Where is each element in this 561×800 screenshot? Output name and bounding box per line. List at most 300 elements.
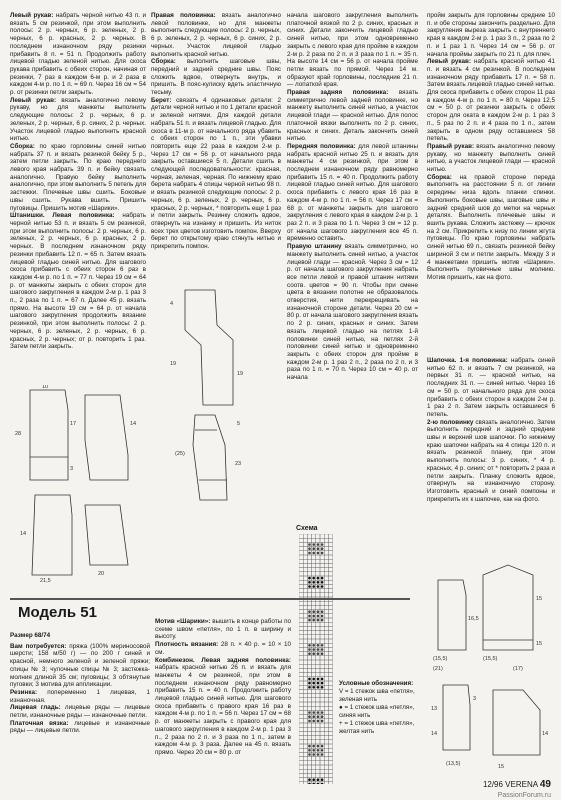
motif-schema bbox=[299, 534, 335, 784]
schema-stitch bbox=[317, 715, 320, 718]
schema-cell bbox=[328, 773, 332, 777]
schema-cell bbox=[328, 589, 332, 593]
schema-cell bbox=[307, 731, 311, 735]
schema-cell bbox=[316, 694, 320, 698]
schema-cell bbox=[299, 631, 303, 635]
schema-stitch bbox=[317, 615, 320, 618]
paragraph-text: вязать аналогично левой половинке, но для манжеты выполнить следующие полосы: 2 р. черных, 6 р. зеленых, 2 р. черных, 6 р. синих, 2 р. черных. Участок лицевой гладью выполнить красной нитью. bbox=[151, 12, 281, 58]
schema-cell bbox=[303, 706, 307, 710]
schema-cell bbox=[307, 757, 311, 761]
schema-cell bbox=[303, 723, 307, 727]
schema-cell bbox=[316, 727, 320, 731]
schema-cell bbox=[324, 626, 328, 630]
paragraph bbox=[10, 143, 146, 212]
schema-cell bbox=[307, 593, 311, 597]
pattern-label: 13 bbox=[431, 706, 438, 712]
schema-cell bbox=[299, 647, 303, 651]
schema-stitch bbox=[312, 619, 315, 622]
schema-cell bbox=[303, 702, 307, 706]
schema-stitch bbox=[317, 581, 320, 584]
schema-cell bbox=[320, 605, 324, 609]
schema-cell bbox=[328, 782, 332, 784]
pattern-label: 15 bbox=[536, 596, 543, 602]
schema-cell bbox=[312, 694, 316, 698]
schema-cell bbox=[316, 723, 320, 727]
schema-cell bbox=[312, 698, 316, 702]
schema-stitch bbox=[317, 644, 320, 647]
schema-cell bbox=[303, 593, 307, 597]
schema-cell bbox=[328, 652, 332, 656]
schema-cell bbox=[316, 593, 320, 597]
model-title: Модель 51 bbox=[18, 604, 97, 621]
schema-cell bbox=[324, 723, 328, 727]
schema-cell bbox=[303, 542, 307, 546]
schema-cell bbox=[316, 538, 320, 542]
schema-cell bbox=[316, 664, 320, 668]
pattern-label: 14 bbox=[20, 531, 27, 537]
schema-cell bbox=[312, 727, 316, 731]
schema-cell bbox=[307, 727, 311, 731]
schema-cell bbox=[328, 547, 332, 551]
schema-cell bbox=[299, 761, 303, 765]
schema-cell bbox=[299, 576, 303, 580]
schema-stitch bbox=[321, 610, 324, 613]
schema-cell bbox=[316, 563, 320, 567]
schema-cell bbox=[299, 626, 303, 630]
paragraph-text: набрать черной нитью 43 п. и вязать 5 см резинкой, при этом выполнить полосы: 2 р. черных, 6 р. зеленых, 2 р. черных, 6 р. красных, 2 р. черных. В последнем изнаночном ряду резинки прибавить 8 п. = 51 п. Продолжить работу лицевой гладью зеленой нитью. Для скоса рукава прибавить с обеих сторон, начиная от резинки, 7 раз в каждом 6-м р. и 2 раза в каждом 4-м р. по 1 п. = 69 п. Через 16 см = 54 р. от резинки петли закрыть. bbox=[10, 12, 146, 97]
schema-cell bbox=[328, 710, 332, 714]
schema-cell bbox=[328, 639, 332, 643]
paragraph-heading: Вам потребуется: bbox=[10, 642, 67, 650]
schema-cell bbox=[303, 765, 307, 769]
schema-cell bbox=[307, 656, 311, 660]
pattern-label: 14 bbox=[542, 731, 549, 737]
schema-cell bbox=[324, 698, 328, 702]
schema-stitch bbox=[321, 753, 324, 756]
schema-cell bbox=[320, 706, 324, 710]
schema-cell bbox=[324, 572, 328, 576]
schema-cell bbox=[303, 572, 307, 576]
schema-cell bbox=[303, 710, 307, 714]
schema-cell bbox=[320, 631, 324, 635]
schema-cell bbox=[299, 555, 303, 559]
schema-cell bbox=[328, 685, 332, 689]
schema-cell bbox=[299, 736, 303, 740]
schema-stitch bbox=[308, 652, 311, 655]
schema-stitch bbox=[308, 610, 311, 613]
schema-stitch bbox=[312, 648, 315, 651]
paragraph bbox=[427, 357, 555, 419]
schema-cell bbox=[299, 563, 303, 567]
paragraph-text: выполнить шаговые швы, передний и задний средние швы. Пояс сложить вдвое, отвернуть внутрь, и пришить. В пояс-кулиску вдеть эластичную тесьму. bbox=[151, 58, 281, 97]
schema-stitch bbox=[321, 745, 324, 748]
paragraph bbox=[427, 419, 555, 504]
schema-cell bbox=[307, 668, 311, 672]
schema-stitch bbox=[312, 778, 315, 781]
schema-cell bbox=[320, 740, 324, 744]
schema-cell bbox=[312, 761, 316, 765]
schema-cell bbox=[324, 660, 328, 664]
schema-cell bbox=[328, 622, 332, 626]
schema-cell bbox=[324, 706, 328, 710]
page-number: 49 bbox=[539, 779, 551, 790]
schema-cell bbox=[320, 639, 324, 643]
schema-cell bbox=[303, 719, 307, 723]
schema-cell bbox=[328, 576, 332, 580]
schema-cell bbox=[303, 584, 307, 588]
schema-cell bbox=[312, 773, 316, 777]
schema-cell bbox=[324, 576, 328, 580]
pattern-label: (25) bbox=[175, 451, 185, 457]
schema-cell bbox=[303, 668, 307, 672]
schema-cell bbox=[324, 597, 328, 601]
paragraph-heading: Правый рукав: bbox=[427, 142, 475, 150]
paragraph-text: набрать красной нитью 41 п. и вязать 4 см резинкой. В последнем изнаночном ряду прибавить 17 п. = 58 п. Затем вязать лицевой гладью синей нитью. Для скоса прибавить с обеих сторон 11 раз в каждом 4-м р. по 1 п. = 80 п. Через 12,5 см = 50 р. от резинки закрыть с обеих сторон для оката в каждом 2-м р. 1 раз 3 п., 5 раз по 2 п. и 4 раза по 1 п., затем закрыть в одном ряду оставшиеся 58 петель. bbox=[427, 58, 555, 143]
schema-cell bbox=[299, 681, 303, 685]
paragraph-text: набрать черной нитью 53 п. и вязать 5 см резинкой, при этом выполнить полосы: 2 р. черных, 6 р. зеленых, 2 р. черных, 6 р. красных, 2 р. черных. В последнем изнаночном ряду резинки прибавить 12 п. = 65 п. Затем вязать лицевой гладью синей нитью. Для шагового скоса прибавить с обеих сторон 6 раз в каждом 4-м р. по 1 п. = 77 п. Через 19 см = 64 р. от манжеты закрыть с обеих сторон для шагового закругления в каждом 2-м р. 1 раз 3 п., 2 раза по 1 п. = 67 п. Далее 45 р. вязать прямо. На высоте 19 см = 64 р. от начала шагового закругления продолжить вязание резинкой, при этом выполнить полосы: 2 р. черных, 6 р. зеленых, 2 р. черных, 6 р. красных, 2 р. черных; от р. повторить 1 раз. Затем петли закрыть. bbox=[10, 212, 146, 351]
schema-stitch bbox=[321, 749, 324, 752]
pattern-label: 10 bbox=[42, 385, 49, 390]
schema-cell bbox=[328, 677, 332, 681]
schema-cell bbox=[320, 622, 324, 626]
paragraph-heading: Мотив «Шарики»: bbox=[155, 618, 211, 625]
text-column-1 bbox=[10, 12, 146, 382]
schema-cell bbox=[299, 614, 303, 618]
schema-cell bbox=[328, 656, 332, 660]
schema-stitch bbox=[321, 644, 324, 647]
schema-stitch bbox=[312, 547, 315, 550]
schema-cell bbox=[324, 605, 328, 609]
schema-cell bbox=[320, 673, 324, 677]
paragraph bbox=[427, 174, 555, 282]
schema-cell bbox=[328, 605, 332, 609]
schema-cell bbox=[303, 761, 307, 765]
pattern-label: 20 bbox=[98, 571, 105, 577]
schema-cell bbox=[303, 626, 307, 630]
schema-cell bbox=[328, 597, 332, 601]
schema-stitch bbox=[317, 648, 320, 651]
schema-cell bbox=[328, 584, 332, 588]
schema-cell bbox=[316, 765, 320, 769]
schema-cell bbox=[299, 702, 303, 706]
schema-cell bbox=[324, 689, 328, 693]
schema-cell bbox=[328, 715, 332, 719]
schema-stitch bbox=[321, 715, 324, 718]
schema-cell bbox=[320, 593, 324, 597]
schema-cell bbox=[324, 563, 328, 567]
schema-cell bbox=[328, 534, 332, 538]
schema-cell bbox=[316, 534, 320, 538]
schema-cell bbox=[312, 559, 316, 563]
schema-cell bbox=[324, 757, 328, 761]
schema-stitch bbox=[312, 644, 315, 647]
schema-cell bbox=[307, 589, 311, 593]
schema-cell bbox=[299, 731, 303, 735]
paragraph bbox=[10, 212, 146, 351]
schema-cell bbox=[328, 542, 332, 546]
schema-cell bbox=[299, 551, 303, 555]
schema-cell bbox=[303, 618, 307, 622]
schema-cell bbox=[312, 689, 316, 693]
schema-cell bbox=[312, 664, 316, 668]
schema-cell bbox=[303, 681, 307, 685]
legend-item: + = 1 стежок шва «петля», желтая нить bbox=[339, 720, 415, 735]
schema-cell bbox=[299, 727, 303, 731]
schema-cell bbox=[324, 551, 328, 555]
schema-cell bbox=[328, 559, 332, 563]
paragraph bbox=[287, 89, 418, 143]
schema-cell bbox=[324, 719, 328, 723]
paragraph-heading: Берет: bbox=[151, 96, 172, 104]
paragraph-text: вязать симметрично, но манжету выполнить синей нитью, а участок лицевой глади — красной. Через 3 см = 12 р. от начала шагового закругления набрать все петли левой и правой штанин нитями соотв. цветов = 90 п. Чтобы при смене цвета в вязании полотне не образовалось отверстия, нити перекрещивать на изнаночной стороне детали. Через 20 см = 80 р. от начала шагового закругления вязать по 2 р. синих, красных и синих. Затем вязать лицевой гладью на петлях 1-й половинки синей нитью, на петлях 2-й половинки синей нитью и одновременно закрыть с обеих сторон для пройме в каждом 2-м р. 1 раз 2 п., 2 раза по 2 п. и 3 раза по 1 п. = 70 п. Через 10 см = 40 р. от начала bbox=[287, 243, 418, 382]
schema-cell bbox=[303, 736, 307, 740]
schema-stitch bbox=[308, 585, 311, 588]
schema-cell bbox=[299, 782, 303, 784]
schema-cell bbox=[328, 593, 332, 597]
schema-stitch bbox=[312, 543, 315, 546]
schema-cell bbox=[312, 731, 316, 735]
schema-cell bbox=[324, 547, 328, 551]
schema-stitch bbox=[312, 615, 315, 618]
schema-cell bbox=[312, 538, 316, 542]
schema-cell bbox=[307, 765, 311, 769]
paragraph-text: связать аналогично. Затем выполнить передний и задний средние швы и верхний шов шапочки. По нижнему краю шапочки набрать на 4 спицы 120 п. и вязать резинкой планку, при этом выполнить полосы: 3 р. синих, * 4 р. красных, 4 р. синих; от * повторить 2 раза и петли закрыть. Планку сложить вдвое, отвернуть на изнаночную сторону. Изготовить красный и синий помпоны и прикрепить их к шапочке, как на фото. bbox=[427, 418, 555, 503]
schema-cell bbox=[324, 782, 328, 784]
schema-cell bbox=[320, 664, 324, 668]
schema-cell bbox=[328, 719, 332, 723]
schema-cell bbox=[303, 673, 307, 677]
paragraph bbox=[10, 643, 150, 689]
schema-cell bbox=[299, 589, 303, 593]
schema-cell bbox=[303, 559, 307, 563]
paragraph-text: лицевые ряды — лицевые петли, изнаночные ряды — изнаночные петли. bbox=[10, 704, 150, 720]
schema-cell bbox=[303, 614, 307, 618]
schema-cell bbox=[328, 769, 332, 773]
legend-item: V = 1 стежок шва «петля», зеленая нить bbox=[339, 688, 415, 703]
schema-cell bbox=[299, 601, 303, 605]
schema-cell bbox=[299, 752, 303, 756]
schema-cell bbox=[307, 639, 311, 643]
schema-cell bbox=[307, 626, 311, 630]
schema-stitch bbox=[321, 783, 324, 784]
schema-stitch bbox=[317, 783, 320, 784]
paragraph-text: лицевые и изнаночные ряды — лицевые петли. bbox=[10, 719, 150, 735]
schema-cell bbox=[303, 698, 307, 702]
schema-cell bbox=[307, 622, 311, 626]
schema-stitch bbox=[312, 753, 315, 756]
paragraph bbox=[151, 12, 281, 58]
schema-cell bbox=[324, 593, 328, 597]
schema-stitch bbox=[321, 711, 324, 714]
schema-cell bbox=[303, 605, 307, 609]
paragraph-heading: Лицевая гладь: bbox=[10, 704, 61, 712]
schema-cell bbox=[299, 580, 303, 584]
schema-cell bbox=[324, 589, 328, 593]
pattern-label: (15,5) bbox=[433, 656, 448, 662]
paragraph-heading: Шапочка. 1-я половинка: bbox=[427, 357, 508, 364]
schema-cell bbox=[324, 643, 328, 647]
schema-stitch bbox=[317, 652, 320, 655]
schema-cell bbox=[324, 694, 328, 698]
schema-cell bbox=[299, 668, 303, 672]
schema-cell bbox=[324, 715, 328, 719]
paragraph-text: вязать аналогично левому рукаву, но для манжеты выполнить следующие полосы: 2 р. черных, 6 р. зеленых, 2 р. черных, 6 р. синих, 2 р. черных. Участок лицевой гладью выполнить красной нитью. bbox=[10, 96, 146, 143]
schema-cell bbox=[324, 568, 328, 572]
schema-cell bbox=[312, 639, 316, 643]
schema-stitch bbox=[312, 686, 315, 689]
pattern-label: 14 bbox=[431, 731, 438, 737]
schema-cell bbox=[312, 572, 316, 576]
schema-cell bbox=[328, 761, 332, 765]
schema-cell bbox=[316, 689, 320, 693]
schema-stitch bbox=[317, 543, 320, 546]
paragraph-heading: Передняя половинка: bbox=[287, 142, 356, 150]
schema-cell bbox=[328, 614, 332, 618]
schema-cell bbox=[324, 752, 328, 756]
schema-cell bbox=[320, 568, 324, 572]
paragraph-text: вязать симметрично левой задней половинке, но манжету выполнить синей нитью, а участок лицевой глади — красной нитью. Для полос платочной вязки выполнить по 2 р. синих, красных и синих. Деталь закончить синей нитью. bbox=[287, 89, 418, 143]
schema-cell bbox=[328, 647, 332, 651]
schema-stitch bbox=[317, 552, 320, 555]
text-column-4 bbox=[427, 12, 555, 357]
schema-cell bbox=[303, 547, 307, 551]
schema-cell bbox=[324, 622, 328, 626]
schema-cell bbox=[316, 660, 320, 664]
pattern-label: 15 bbox=[498, 764, 505, 770]
schema-cell bbox=[328, 681, 332, 685]
schema-cell bbox=[328, 765, 332, 769]
schema-cell bbox=[320, 736, 324, 740]
schema-cell bbox=[320, 757, 324, 761]
schema-cell bbox=[328, 748, 332, 752]
schema-cell bbox=[312, 597, 316, 601]
schema-stitch bbox=[312, 585, 315, 588]
schema-cell bbox=[299, 698, 303, 702]
schema-stitch bbox=[312, 682, 315, 685]
schema-stitch bbox=[321, 581, 324, 584]
pattern-jacket bbox=[10, 385, 150, 590]
schema-cell bbox=[312, 673, 316, 677]
schema-cell bbox=[320, 635, 324, 639]
pattern-label: 16,5 bbox=[468, 616, 479, 622]
schema-cell bbox=[320, 731, 324, 735]
schema-cell bbox=[303, 647, 307, 651]
schema-cell bbox=[324, 748, 328, 752]
paragraph-heading: Правая задняя половинка: bbox=[287, 89, 389, 97]
schema-stitch bbox=[312, 552, 315, 555]
schema-stitch bbox=[308, 615, 311, 618]
schema-cell bbox=[299, 547, 303, 551]
schema-cell bbox=[324, 538, 328, 542]
paragraph-text: на правой стороне переда выполнить на расстоянии 5 п. от линии середины низа вдоль планки спинки. Выполнить боковые швы, шаговые швы и задний средний шов до метки на черных деталях. Выполнить плечевые швы и вшить рукава. Сложить застежку — крючок на 2 см. Прикрепить к низу по линии жгута пуговицы. По краю горловины набрать синей нитью 69 п., связать резинкой бейку шириной 3 см и петли закрыть. Между 3 и 4 манжетами пришить мотив «Шарики». Выполнить пуговичные швы молнию. Мотив пришить, как на фото. bbox=[427, 173, 555, 281]
paragraph-text: для левой штанины набрать красной нитью 25 п. и вязать для манжеты 4 см резинкой, при этом в последнем изнаночном ряду равномерно прибавить 15 п. = 40 п. Продолжить работу лицевой гладью синей нитью. Для шагового скоса прибавить с левого края 16 раз в каждом 4-м р. по 1 п. = 56 п. Через 17 см = 68 р. от манжеты закрыть для шагового закругления с левого края в каждом 2-м р. 1 раз 2 п. и 3 раза по 1 п. Через 3 см = 12 р. от начала шагового закругления все 45 п. временно оставить. bbox=[287, 142, 418, 243]
legend-item: ● = 1 стежок шва «петля», синяя нить bbox=[339, 704, 415, 719]
schema-cell bbox=[312, 765, 316, 769]
schema-cell bbox=[303, 727, 307, 731]
schema-cell bbox=[307, 572, 311, 576]
schema-cell bbox=[316, 757, 320, 761]
schema-cell bbox=[328, 752, 332, 756]
schema-cell bbox=[307, 736, 311, 740]
schema-cell bbox=[324, 778, 328, 782]
schema-cell bbox=[324, 652, 328, 656]
schema-cell bbox=[316, 773, 320, 777]
schema-cell bbox=[299, 715, 303, 719]
schema-cell bbox=[328, 538, 332, 542]
schema-cell bbox=[312, 757, 316, 761]
schema-cell bbox=[312, 593, 316, 597]
schema-cell bbox=[303, 715, 307, 719]
schema-cell bbox=[328, 643, 332, 647]
schema-cell bbox=[303, 778, 307, 782]
pattern-spacer bbox=[10, 585, 11, 586]
paragraph-heading: Левый рукав: bbox=[10, 96, 57, 104]
schema-cell bbox=[320, 626, 324, 630]
schema-cell bbox=[316, 631, 320, 635]
schema-stitch bbox=[308, 581, 311, 584]
paragraph bbox=[10, 720, 150, 735]
schema-cell bbox=[303, 563, 307, 567]
paragraph bbox=[155, 641, 291, 656]
paragraph bbox=[427, 58, 555, 143]
schema-stitch bbox=[308, 682, 311, 685]
schema-stitch bbox=[317, 585, 320, 588]
schema-stitch bbox=[321, 619, 324, 622]
schema-cell bbox=[312, 631, 316, 635]
schema-cell bbox=[316, 626, 320, 630]
schema-cell bbox=[303, 773, 307, 777]
schema-title: Схема bbox=[296, 525, 318, 532]
schema-cell bbox=[312, 736, 316, 740]
schema-cell bbox=[303, 748, 307, 752]
schema-stitch bbox=[321, 547, 324, 550]
paragraph-heading: Платочная вязка: bbox=[10, 719, 69, 727]
schema-cell bbox=[328, 610, 332, 614]
schema-stitch bbox=[317, 711, 320, 714]
schema-stitch bbox=[321, 778, 324, 781]
schema-stitch bbox=[317, 577, 320, 580]
schema-cell bbox=[324, 580, 328, 584]
schema-cell bbox=[328, 563, 332, 567]
schema-cell bbox=[316, 769, 320, 773]
schema-cell bbox=[316, 559, 320, 563]
schema-cell bbox=[320, 727, 324, 731]
schema-cell bbox=[324, 614, 328, 618]
schema-cell bbox=[328, 568, 332, 572]
schema-stitch bbox=[321, 648, 324, 651]
schema-cell bbox=[303, 568, 307, 572]
paragraph bbox=[10, 97, 146, 143]
schema-cell bbox=[312, 656, 316, 660]
schema-cell bbox=[307, 605, 311, 609]
paragraph-text: по краю горловины синей нитью набрать 37 п. и вязать резинкой бейку 5 р., затем петли закрыть. По краю переднего левого края набрать 39 п. и бейку связать аналогично. Правую бейку выполнить аналогично, при этом выполнить 5 петель для застежки. Плечевые швы сшить. Боковые швы сшить. Рукава вшить. Пришить пуговицы. Пришить мотив «Шарики». bbox=[10, 142, 146, 212]
schema-cell bbox=[303, 740, 307, 744]
schema-cell bbox=[307, 723, 311, 727]
schema-stitch bbox=[308, 783, 311, 784]
schema-cell bbox=[320, 534, 324, 538]
paragraph bbox=[427, 12, 555, 58]
schema-stitch bbox=[312, 678, 315, 681]
schema-cell bbox=[328, 740, 332, 744]
schema-cell bbox=[299, 677, 303, 681]
schema-stitch bbox=[312, 652, 315, 655]
legend-title: Условные обозначения: bbox=[339, 680, 414, 687]
pattern-label: 17 bbox=[70, 421, 77, 427]
schema-cell bbox=[316, 706, 320, 710]
page-footer bbox=[483, 779, 551, 790]
schema-stitch bbox=[321, 682, 324, 685]
schema-stitch bbox=[308, 543, 311, 546]
